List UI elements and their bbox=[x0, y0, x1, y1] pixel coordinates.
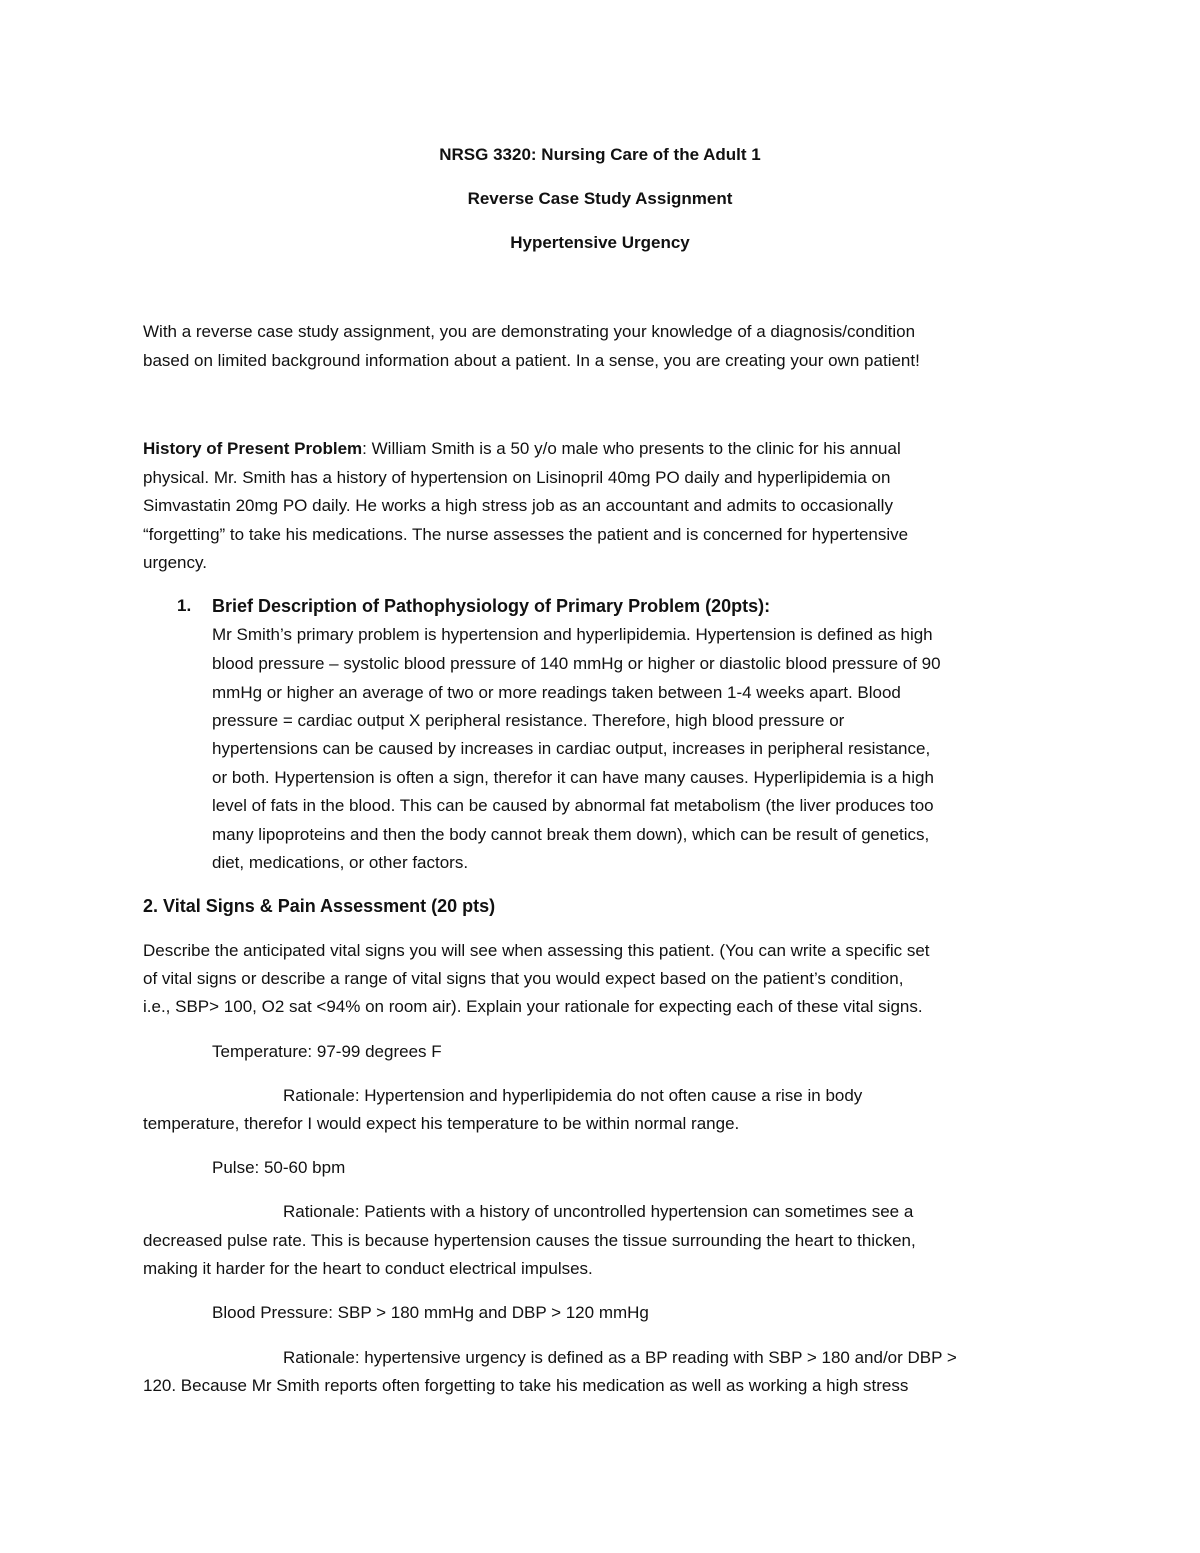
section2-heading: 2. Vital Signs & Pain Assessment (20 pts) bbox=[143, 896, 496, 916]
section2-intro-line: of vital signs or describe a range of vital signs that you would expect based on the patient’s condition, bbox=[143, 969, 904, 988]
blood-pressure-rationale: Rationale: hypertensive urgency is defined as a BP reading with SBP > 180 and/or DBP > bbox=[283, 1348, 957, 1367]
intro-line: With a reverse case study assignment, you are demonstrating your knowledge of a diagnosis/condition bbox=[143, 322, 916, 341]
section1-line: pressure = cardiac output X peripheral resistance. Therefore, high blood pressure or bbox=[212, 711, 845, 730]
course-title: NRSG 3320: Nursing Care of the Adult 1 bbox=[439, 145, 761, 164]
section1-line: many lipoproteins and then the body cannot break them down), which can be result of genetics, bbox=[212, 825, 930, 844]
history-line: Simvastatin 20mg PO daily. He works a high stress job as an accountant and admits to occasionally bbox=[143, 496, 893, 515]
temperature-rationale: temperature, therefor I would expect his temperature to be within normal range. bbox=[143, 1114, 740, 1133]
intro-line: based on limited background information about a patient. In a sense, you are creating your own patient! bbox=[143, 351, 920, 370]
history-line: physical. Mr. Smith has a history of hypertension on Lisinopril 40mg PO daily and hyperlipidemia on bbox=[143, 468, 891, 487]
history-line bbox=[143, 439, 901, 459]
section1-line: or both. Hypertension is often a sign, therefor it can have many causes. Hyperlipidemia is a high bbox=[212, 768, 934, 787]
section1-heading: Brief Description of Pathophysiology of Primary Problem (20pts): bbox=[212, 596, 771, 616]
history-line: urgency. bbox=[143, 553, 207, 572]
temperature-value: Temperature: 97-99 degrees F bbox=[212, 1042, 442, 1061]
pulse-value: Pulse: 50-60 bpm bbox=[212, 1158, 346, 1177]
section1-number: 1. bbox=[177, 596, 192, 615]
section1-line: blood pressure – systolic blood pressure of 140 mmHg or higher or diastolic blood pressure of 90 bbox=[212, 654, 941, 673]
pulse-rationale: making it harder for the heart to conduct electrical impulses. bbox=[143, 1259, 593, 1278]
temperature-rationale: Rationale: Hypertension and hyperlipidemia do not often cause a rise in body bbox=[283, 1086, 863, 1105]
section1-line: Mr Smith’s primary problem is hypertension and hyperlipidemia. Hypertension is defined as high bbox=[212, 625, 933, 644]
section2-intro-line: i.e., SBP> 100, O2 sat <94% on room air). Explain your rationale for expecting each of these vital signs. bbox=[143, 997, 923, 1016]
section1-line: hypertensions can be caused by increases in cardiac output, increases in peripheral resistance, bbox=[212, 739, 931, 758]
assignment-title: Reverse Case Study Assignment bbox=[467, 189, 733, 208]
section1-line: mmHg or higher an average of two or more readings taken between 1-4 weeks apart. Blood bbox=[212, 683, 901, 702]
blood-pressure-value: Blood Pressure: SBP > 180 mmHg and DBP > 120 mmHg bbox=[212, 1303, 649, 1322]
pulse-rationale: decreased pulse rate. This is because hypertension causes the tissue surrounding the heart to thicken, bbox=[143, 1231, 916, 1250]
history-label: History of Present Problem bbox=[143, 439, 363, 458]
section1-line: level of fats in the blood. This can be caused by abnormal fat metabolism (the liver produces too bbox=[212, 796, 934, 815]
history-line: “forgetting” to take his medications. The nurse assesses the patient and is concerned for hypertensive bbox=[143, 525, 909, 544]
blood-pressure-rationale: 120. Because Mr Smith reports often forgetting to take his medication as well as working a high stress bbox=[143, 1376, 909, 1395]
topic-title: Hypertensive Urgency bbox=[510, 233, 690, 252]
section1-line: diet, medications, or other factors. bbox=[212, 853, 469, 872]
pulse-rationale: Rationale: Patients with a history of uncontrolled hypertension can sometimes see a bbox=[283, 1202, 914, 1221]
history-text: : William Smith is a 50 y/o male who presents to the clinic for his annual bbox=[362, 439, 901, 458]
section2-intro-line: Describe the anticipated vital signs you will see when assessing this patient. (You can write a specific set bbox=[143, 941, 930, 960]
